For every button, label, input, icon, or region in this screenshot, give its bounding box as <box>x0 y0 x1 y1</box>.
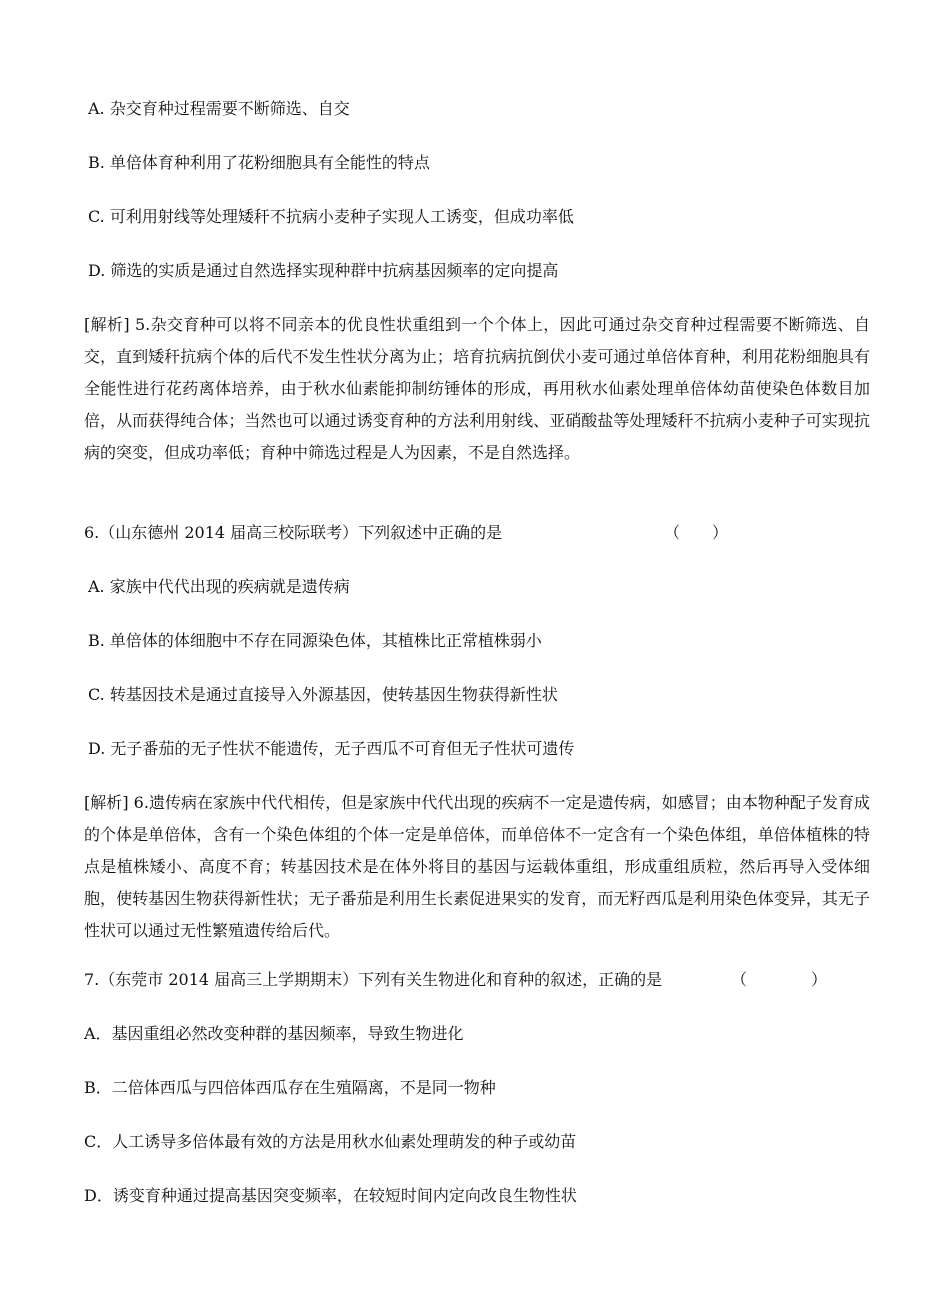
q7-option-c: C．人工诱导多倍体最有效的方法是用秋水仙素处理萌发的种子或幼苗 <box>84 1132 577 1151</box>
q6-stem: 6.（山东德州 2014 届高三校际联考）下列叙述中正确的是 <box>84 523 503 542</box>
q6-option-c: C. 转基因技术是通过直接导入外源基因，使转基因生物获得新性状 <box>88 685 558 704</box>
q5-option-a: A. 杂交育种过程需要不断筛选、自交 <box>88 99 350 118</box>
q7-option-d: D．诱变育种通过提高基因突变频率，在较短时间内定向改良生物性状 <box>84 1186 577 1205</box>
q6-answer-paren: （ ） <box>664 523 729 542</box>
q6-option-a: A. 家族中代代出现的疾病就是遗传病 <box>88 577 350 596</box>
q5-analysis: [解析] 5.杂交育种可以将不同亲本的优良性状重组到一个个体上，因此可通过杂交育种过程需要不断筛选、自交，直到矮秆抗病个体的后代不发生性状分离为止；培育抗病抗倒伏小麦可通过单倍体育种，利用花粉细胞具有全能性进行花药离体培养，由于秋水仙素能抑制纺锤体的形成，再用秋水仙素处理单倍体幼苗使染色体数目加倍，从而获得纯合体；当然也可以通过诱变育种的方法利用射线、亚硝酸盐等处理矮秆不抗病小麦种子可实现抗病的突变，但成功率低；育种中筛选过程是人为因素，不是自然选择。 <box>84 315 870 462</box>
q6-option-d: D. 无子番茄的无子性状不能遗传，无子西瓜不可育但无子性状可遗传 <box>88 739 575 758</box>
q6-analysis: [解析] 6.遗传病在家族中代代相传，但是家族中代代出现的疾病不一定是遗传病，如感冒；由本物种配子发育成的个体是单倍体，含有一个染色体组的个体一定是单倍体，而单倍体不一定含有一个染色体组，单倍体植株的特点是植株矮小、高度不育；转基因技术是在体外将目的基因与运载体重组，形成重组质粒，然后再导入受体细胞，使转基因生物获得新性状；无子番茄是利用生长素促进果实的发育，而无籽西瓜是利用染色体变异，其无子性状可以通过无性繁殖遗传给后代。 <box>84 793 870 940</box>
q5-option-d: D. 筛选的实质是通过自然选择实现种群中抗病基因频率的定向提高 <box>88 261 559 280</box>
q7-option-a: A．基因重组必然改变种群的基因频率，导致生物进化 <box>84 1024 464 1043</box>
q7-answer-paren: （ ） <box>731 970 828 989</box>
q5-option-c: C. 可利用射线等处理矮秆不抗病小麦种子实现人工诱变，但成功率低 <box>88 207 574 226</box>
q7-option-b: B．二倍体西瓜与四倍体西瓜存在生殖隔离，不是同一物种 <box>84 1078 496 1097</box>
q6-option-b: B. 单倍体的体细胞中不存在同源染色体，其植株比正常植株弱小 <box>88 631 542 650</box>
q7-stem: 7.（东莞市 2014 届高三上学期期末）下列有关生物进化和育种的叙述，正确的是 <box>84 970 663 989</box>
q5-option-b: B. 单倍体育种利用了花粉细胞具有全能性的特点 <box>88 153 430 172</box>
